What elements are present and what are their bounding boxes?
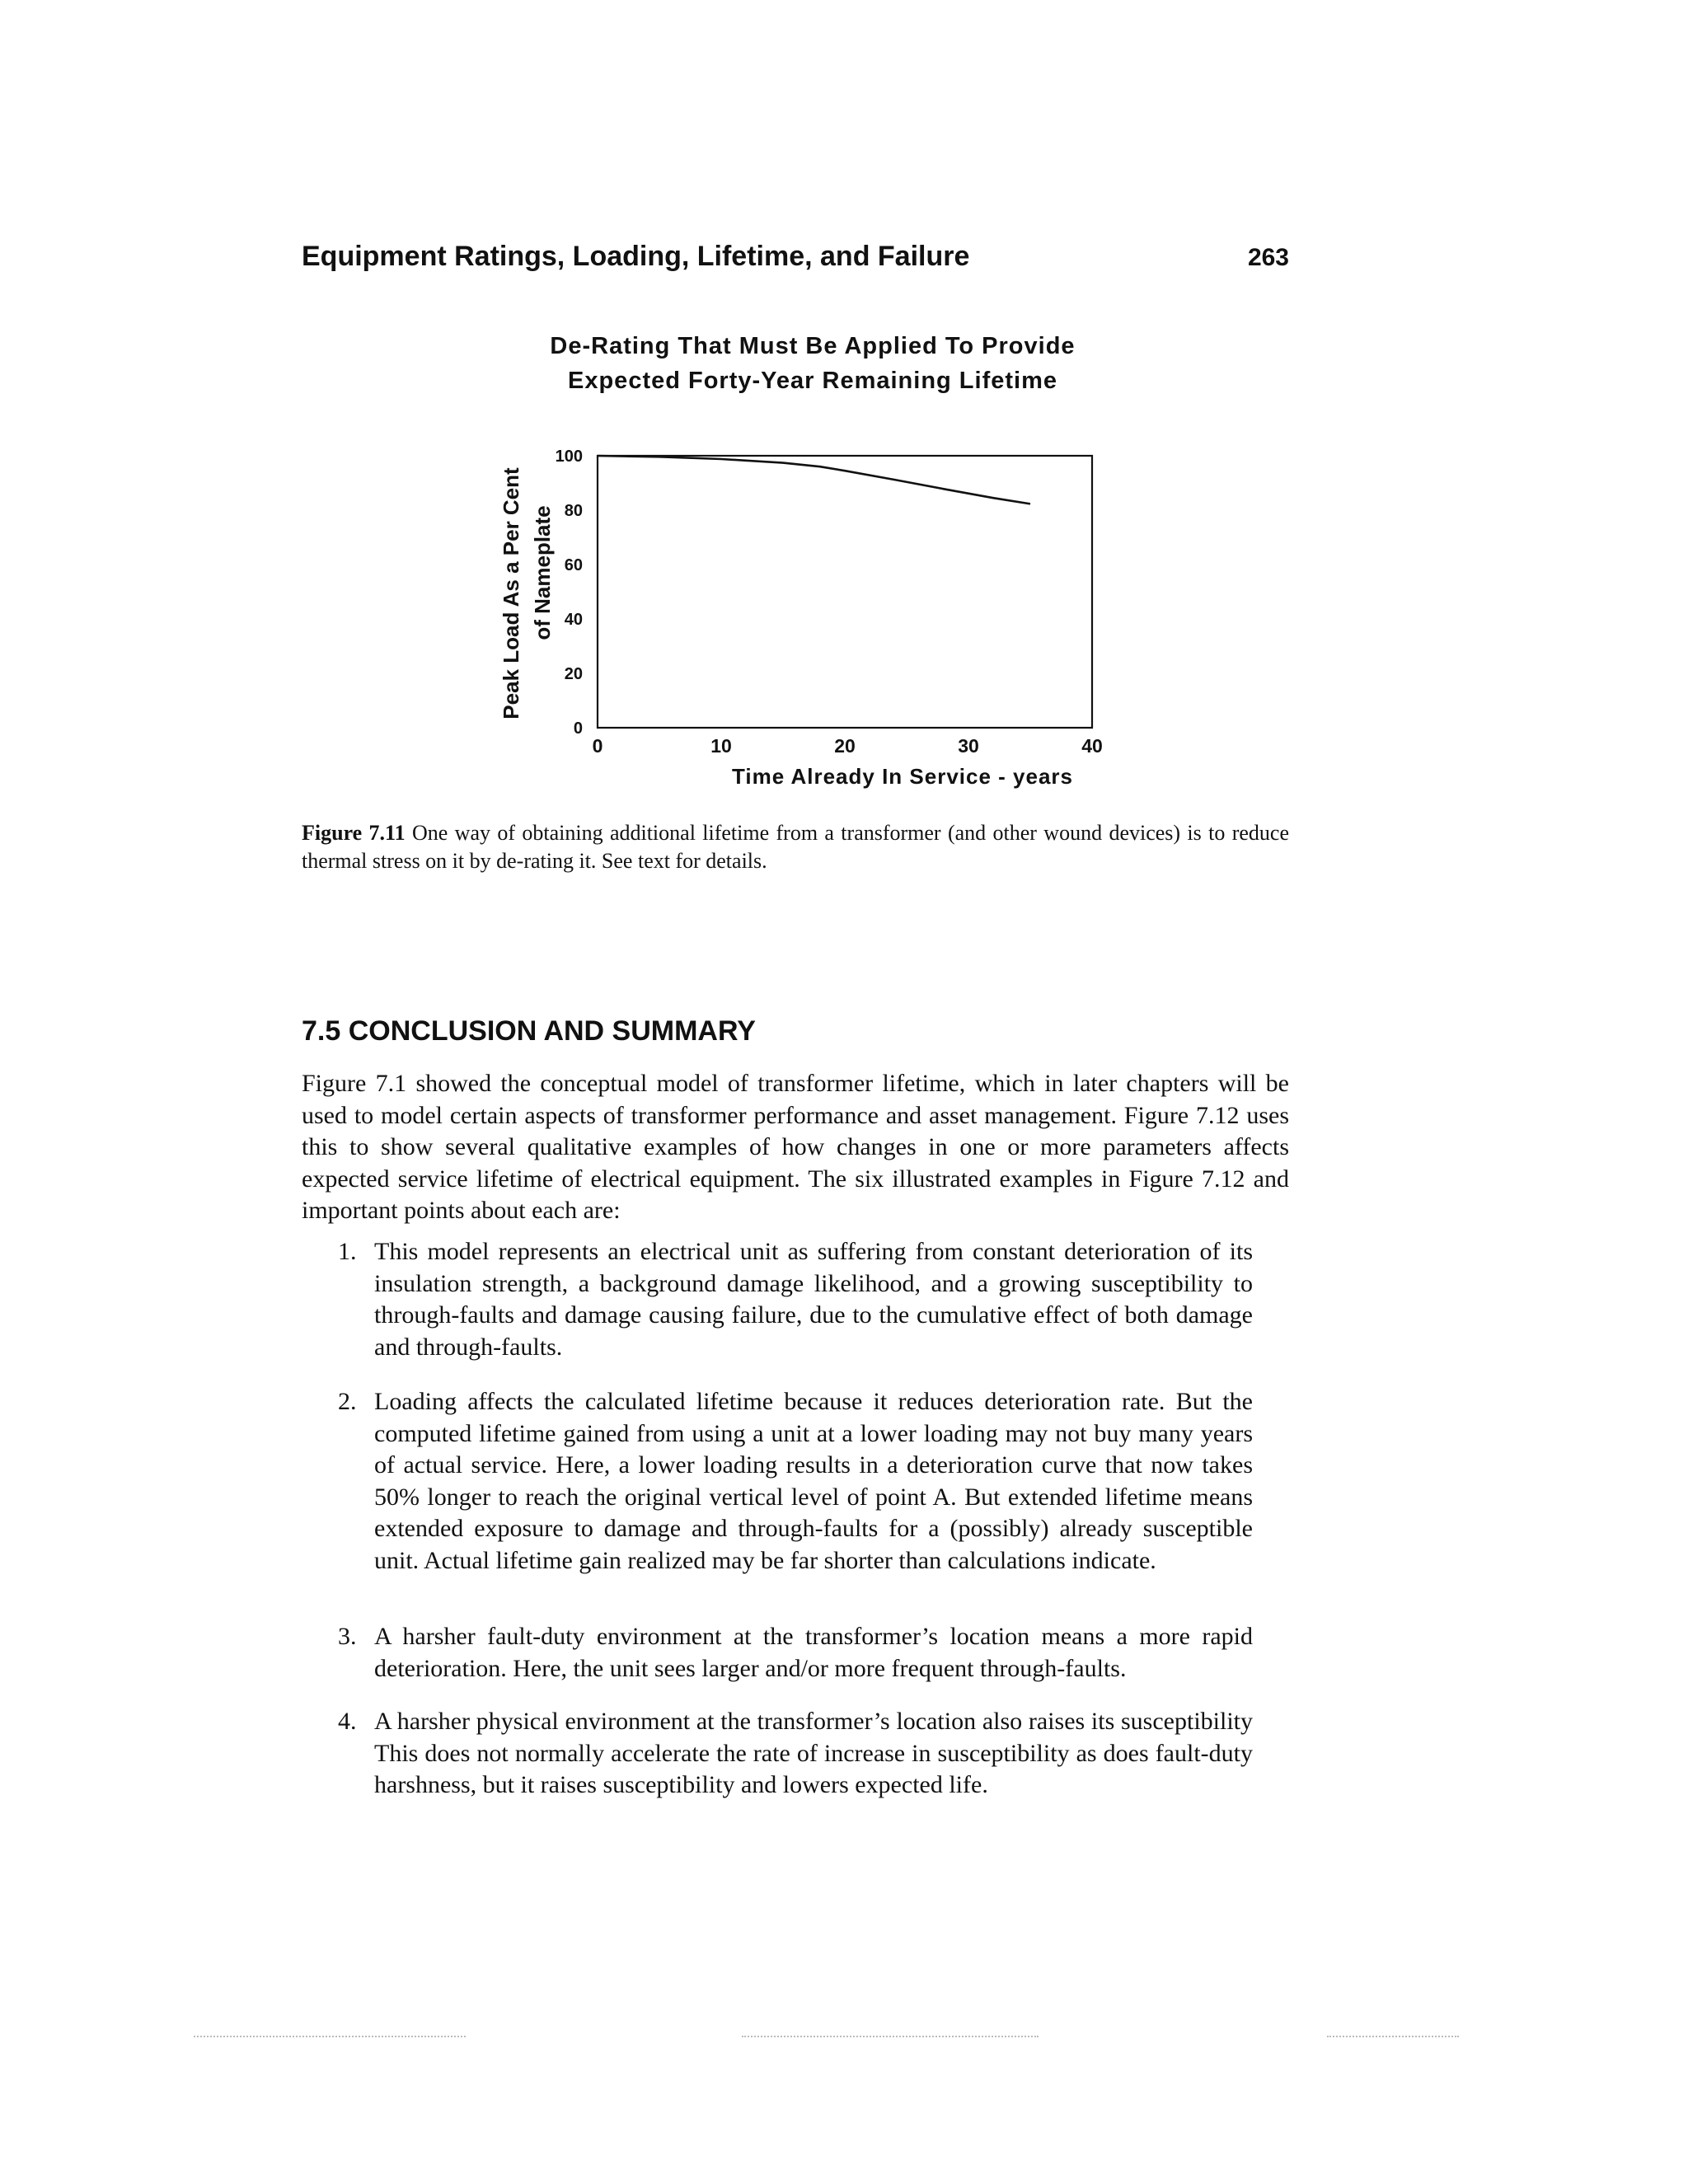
y-tick-label: 40: [564, 611, 583, 629]
running-header-title: Equipment Ratings, Loading, Lifetime, and Failure: [302, 241, 970, 272]
page-number: 263: [1247, 244, 1289, 271]
x-tick-label: 40: [1081, 735, 1103, 757]
list-item: [338, 1621, 1253, 1685]
plot-frame: [598, 456, 1092, 728]
y-tick-group: [556, 448, 583, 738]
figure-caption: [302, 819, 1289, 875]
x-tick-label: 10: [710, 735, 732, 757]
chart-svg: [462, 326, 1170, 804]
y-tick-label: 60: [564, 556, 583, 574]
list-item-text: Loading affects the calculated lifetime because it reduces deterioration rate. But the computed lifetime gained from using a unit at a lower loading may not buy many years of actual service. Here, a lower loading results in a deterioration curve that now takes 50% longer to reach the original vertical level of point A. But extended lifetime means extended exposure to damage and through-faults for a (possibly) already susceptible unit. Actual lifetime gain realized may be far shorter than calculations indicate.: [374, 1388, 1253, 1574]
scan-artifact: [1327, 2036, 1459, 2039]
y-axis-label-line2: of Nameplate: [530, 505, 555, 640]
list-item: [338, 1706, 1253, 1802]
list-item-text: This model represents an electrical unit as suffering from constant deterioration of its insulation strength, a background damage likelihood, and a growing susceptibility to through-faults and damage causing failure, due to the cumulative effect of both damage and through-faults.: [374, 1238, 1253, 1361]
y-axis-label-line1: Peak Load As a Per Cent: [499, 467, 523, 719]
list-item-number: 4.: [338, 1708, 357, 1735]
section-heading: 7.5 CONCLUSION AND SUMMARY: [302, 1015, 756, 1047]
y-tick-label: 80: [564, 502, 583, 520]
list-item-number: 2.: [338, 1388, 357, 1415]
chart-title-line1: De-Rating That Must Be Applied To Provide: [550, 333, 1076, 359]
y-tick-label: 100: [555, 448, 583, 466]
list-item-text: A harsher physical environment at the transformer’s location also raises its susceptibility This does not normally accelerate the rate of increase in susceptibility as does fault-duty harshness, but it raises susceptibility and lowers expected life.: [374, 1708, 1253, 1798]
x-tick-label: 30: [958, 735, 979, 757]
series-line-derating: [598, 456, 1030, 504]
running-header: [302, 241, 1289, 273]
list-item: [338, 1386, 1253, 1577]
caption-text: One way of obtaining additional lifetime from a transformer (and other wound devices) is to reduce thermal stress on it by de-rating it. See text for details.: [302, 821, 1289, 873]
list-item: [338, 1236, 1253, 1363]
y-tick-label: 0: [573, 719, 583, 738]
scan-artifact: [194, 2036, 466, 2039]
figure-chart: [462, 326, 1170, 804]
x-tick-label: 20: [834, 735, 856, 757]
list-item-number: 3.: [338, 1623, 357, 1650]
intro-paragraph: Figure 7.1 showed the conceptual model of transformer lifetime, which in later chapters will be used to model certain aspects of transformer performance and asset management. Figure 7.12 uses this to show several qualitative examples of how changes in one or more parameters affects expected service lifetime of electrical equipment. The six illustrated examples in Figure 7.12 and important points about each are:: [302, 1070, 1289, 1224]
chart-title-line2: Expected Forty-Year Remaining Lifetime: [568, 368, 1057, 394]
scan-artifact: [742, 2036, 1039, 2039]
x-tick-label: 0: [592, 735, 603, 757]
list-item-number: 1.: [338, 1238, 357, 1265]
x-tick-group: [593, 735, 1103, 757]
x-axis-label: Time Already In Service - years: [732, 764, 1073, 789]
caption-label: Figure 7.11: [302, 821, 406, 845]
y-tick-label: 20: [564, 665, 583, 683]
list-item-text: A harsher fault-duty environment at the transformer’s location means a more rapid deterioration. Here, the unit sees larger and/or more frequent through-faults.: [374, 1623, 1253, 1682]
